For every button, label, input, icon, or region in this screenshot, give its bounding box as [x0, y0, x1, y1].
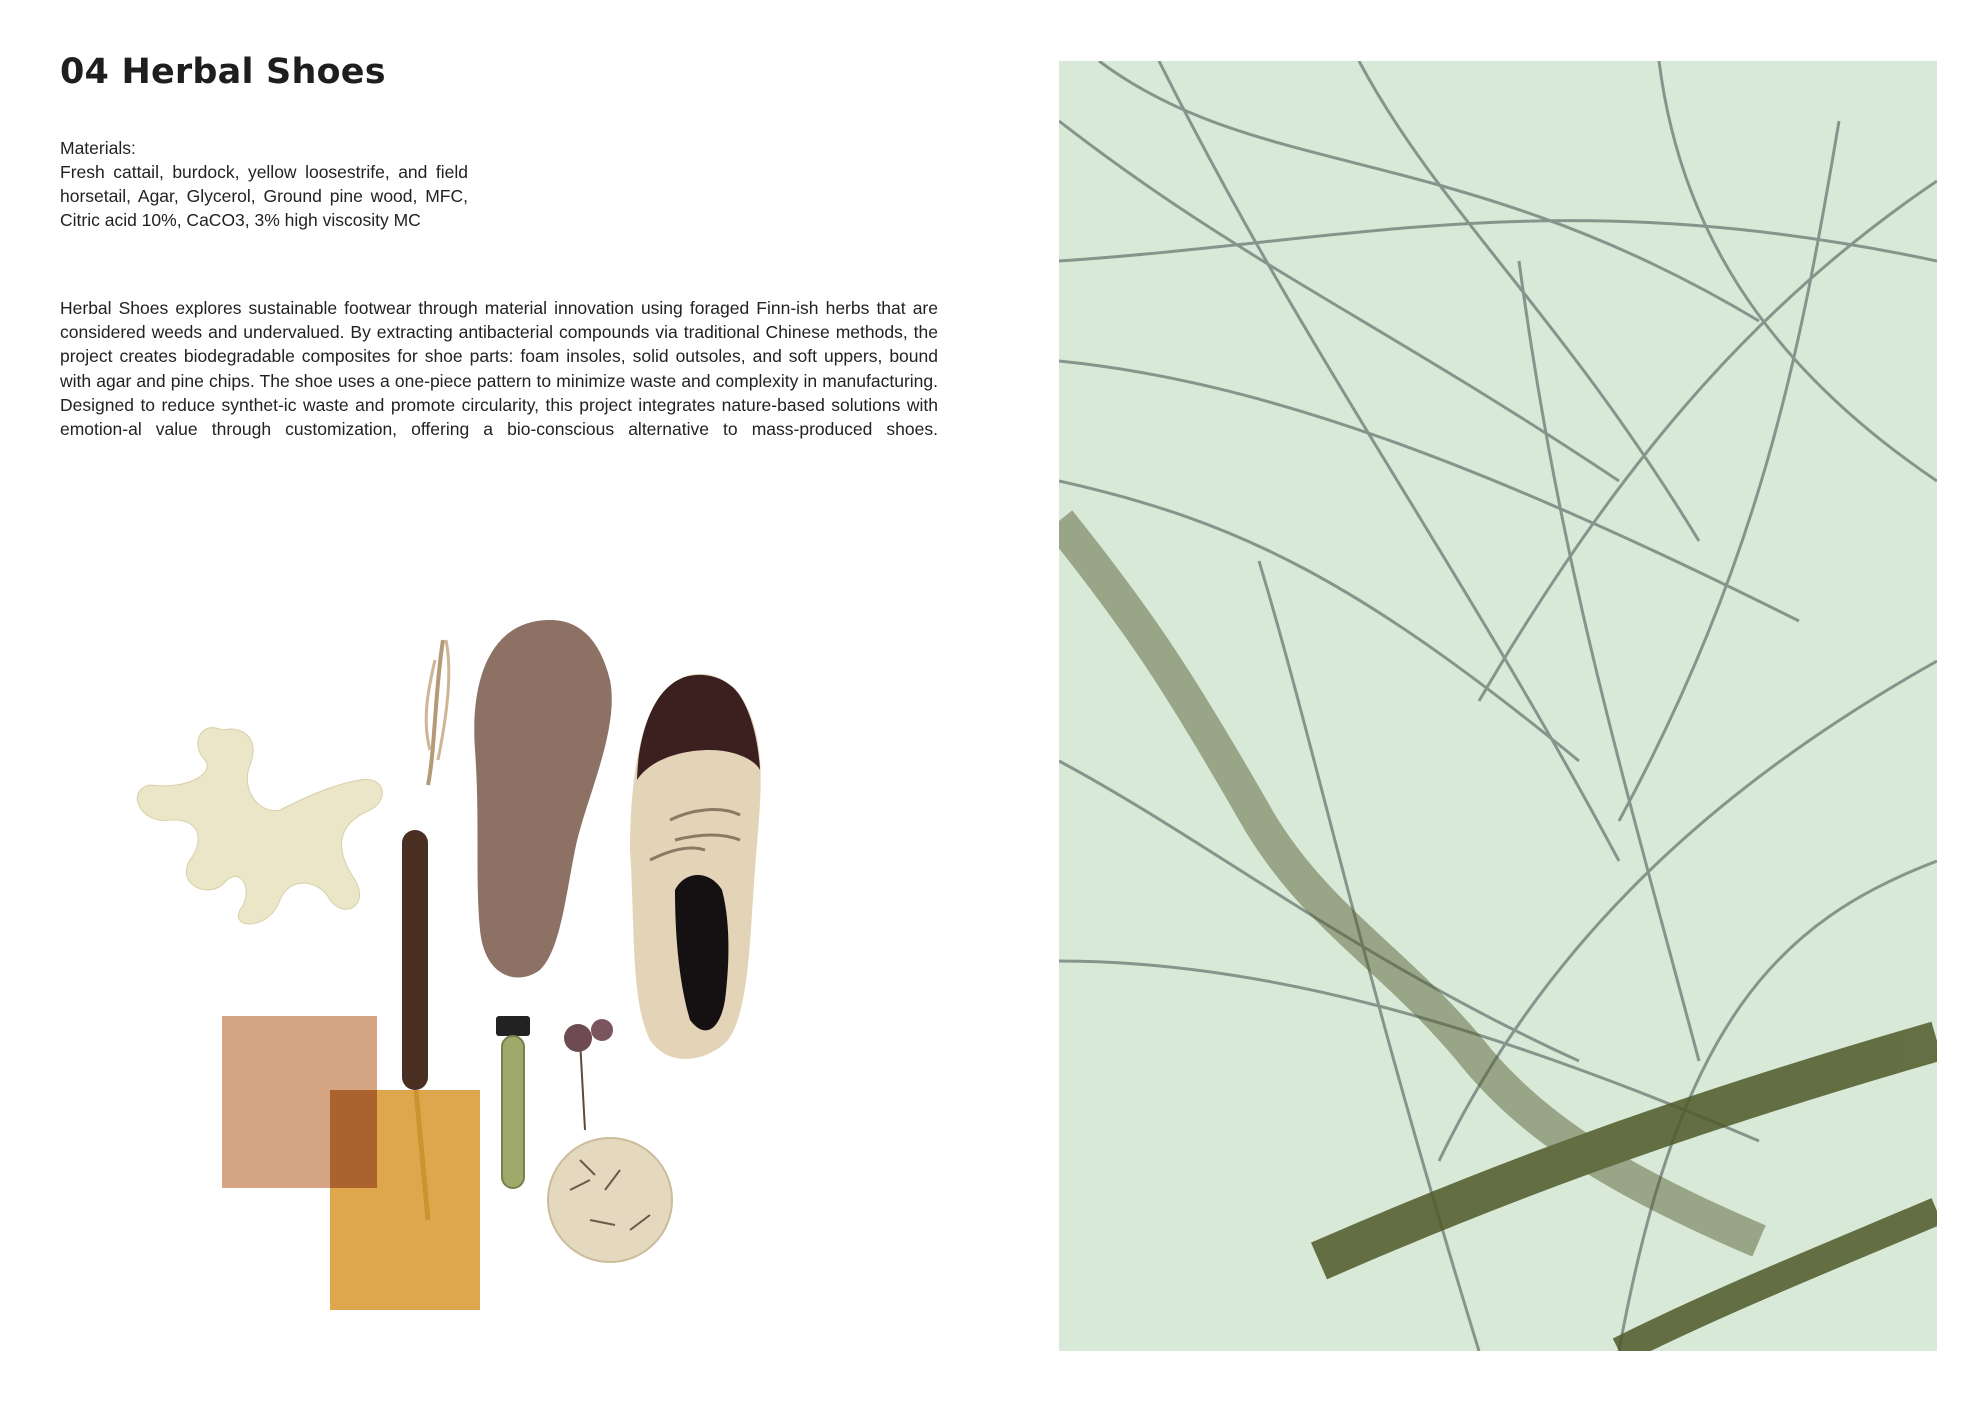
sheet-overlap [330, 1090, 377, 1188]
materials-heading: Materials: [60, 138, 136, 158]
pulp-disc [548, 1138, 672, 1262]
foam-pattern-piece [137, 728, 382, 924]
page-title: 04 Herbal Shoes [60, 52, 386, 92]
materials-collage-photo [130, 600, 830, 1320]
test-tube [502, 1036, 524, 1188]
project-description: Herbal Shoes explores sustainable footwear through material innovation using foraged Finn-ish herbs that are considered weeds and undervalued. By extracting antibacterial compounds via traditional Chinese methods, the project creates biodegradable composites for shoe parts: foam insoles, solid outsoles, and soft uppers, bound with agar and pine chips. The shoe uses a one-piece pattern to minimize waste and complexity in manufacturing. Designed to reduce synthet-ic waste and promote circularity, this project integrates nature-based solutions with emotion-al value through customization, offering a bio-conscious alternative to mass-produced shoes. [60, 298, 938, 440]
insole [474, 620, 612, 977]
test-tube-cap [496, 1016, 530, 1036]
collage-illustration [130, 600, 830, 1320]
materials-block [60, 136, 468, 232]
herb-fibers-macro-photo [1059, 61, 1937, 1351]
burdock-head [564, 1024, 592, 1052]
cattail-head [402, 830, 428, 1090]
materials-list: Fresh cattail, burdock, yellow loosestrife, and field horsetail, Agar, Glycerol, Ground pine wood, MFC, Citric acid 10%, CaCO3, 3% high viscosity MC [60, 162, 468, 230]
fibers-illustration [1059, 61, 1937, 1351]
burdock-head-2 [591, 1019, 613, 1041]
burdock-stem [580, 1040, 585, 1130]
